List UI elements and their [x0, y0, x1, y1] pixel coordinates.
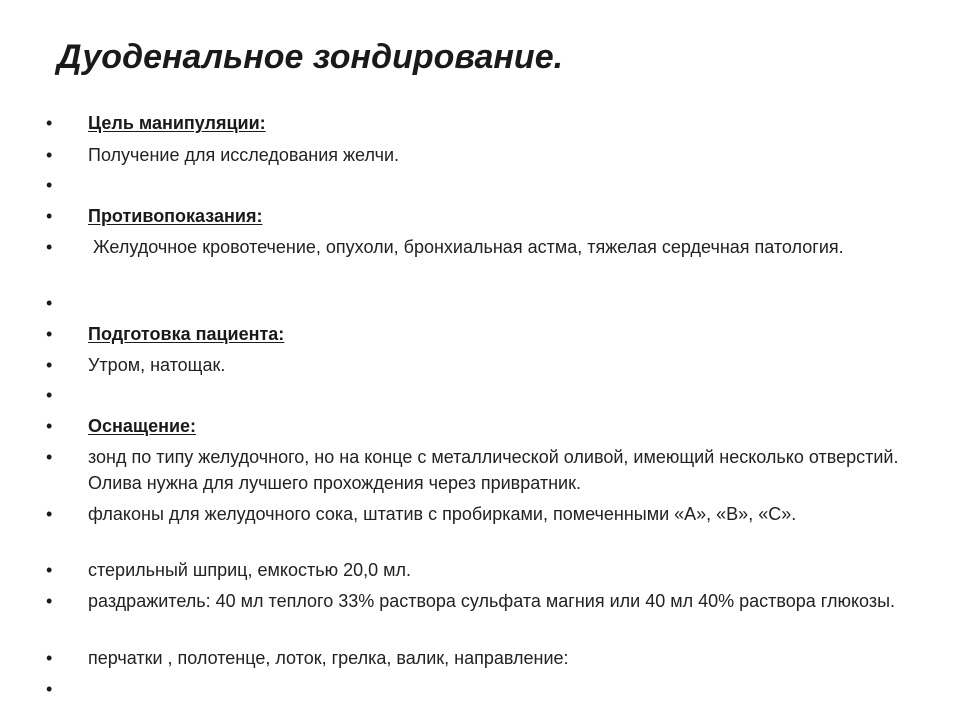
bullet-icon: •: [46, 648, 53, 668]
bullet-icon: •: [46, 504, 53, 524]
bullet-icon: •: [46, 447, 53, 467]
bullet-icon: •: [46, 237, 53, 257]
bullet-icon: •: [46, 560, 53, 580]
bullet-icon: •: [46, 355, 53, 375]
section-heading: Противопоказания:: [88, 206, 263, 226]
list-item-text: Утром, натощак.: [88, 355, 226, 375]
bullet-icon: •: [46, 591, 53, 611]
list-item-text: Получение для исследования желчи.: [88, 145, 400, 165]
slide-title: Дуоденальное зондирование.: [57, 38, 564, 76]
section-heading: Оснащение:: [88, 416, 197, 436]
bullet-icon: •: [46, 324, 53, 344]
bullet-icon: •: [46, 416, 53, 436]
list-item-text: стерильный шприц, емкостью 20,0 мл.: [88, 560, 412, 580]
bullet-icon: •: [46, 679, 53, 699]
list-item-text: Желудочное кровотечение, опухоли, бронхиальная астма, тяжелая сердечная патология.: [88, 237, 844, 257]
bullet-icon: •: [46, 113, 53, 133]
bullet-icon: •: [46, 175, 53, 195]
section-heading: Подготовка пациента:: [88, 324, 285, 344]
section-heading: Цель манипуляции:: [88, 113, 266, 133]
bullet-icon: •: [46, 145, 53, 165]
list-item-text: зонд по типу желудочного, но на конце с металлической оливой, имеющий несколько отверстий. Олива нужна для лучшего прохождения через привратник.: [88, 447, 899, 493]
bullet-icon: •: [46, 293, 53, 313]
bullet-icon: •: [46, 385, 53, 405]
list-item-text: перчатки , полотенце, лоток, грелка, валик, направление:: [88, 648, 569, 668]
bullet-icon: •: [46, 206, 53, 226]
list-item-text: раздражитель: 40 мл теплого 33% раствора сульфата магния или 40 мл 40% раствора глюкозы.: [88, 591, 896, 611]
list-item-text: флаконы для желудочного сока, штатив с пробирками, помеченными «А», «В», «С».: [88, 504, 797, 524]
